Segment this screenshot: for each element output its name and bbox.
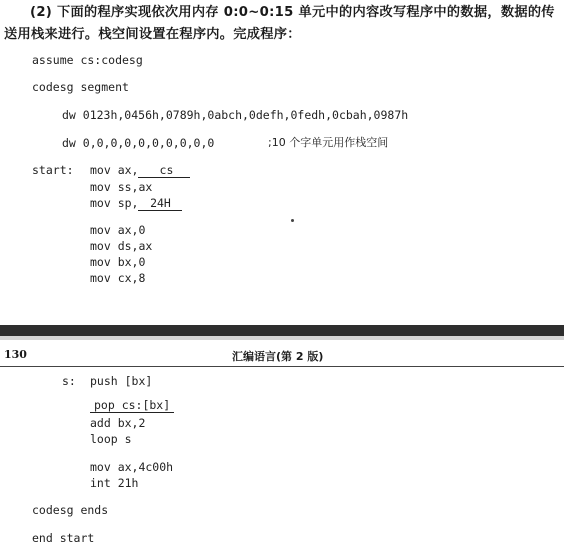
code-int-21h: int 21h — [90, 476, 139, 490]
code-assume: assume cs:codesg — [32, 53, 143, 67]
scan-speck — [291, 219, 294, 222]
book-title: 汇编语言(第 2 版) — [232, 350, 324, 363]
problem-line-2: 送用栈来进行。栈空间设置在程序内。完成程序： — [4, 27, 301, 42]
code-push-bx: push [bx] — [90, 374, 153, 388]
answer-pop: pop cs:[bx] — [90, 399, 174, 413]
code-dw-stack: dw 0,0,0,0,0,0,0,0,0,0 — [62, 136, 215, 150]
code-dw-data: dw 0123h,0456h,0789h,0abch,0defh,0fedh,0cbah,0987h — [62, 108, 409, 122]
code-mov-sp-prefix: mov sp, — [90, 196, 139, 210]
code-add-bx-2: add bx,2 — [90, 416, 146, 430]
problem-statement — [4, 2, 560, 46]
code-end-start: end start — [32, 531, 95, 545]
code-loop-s: loop s — [90, 432, 132, 446]
code-mov-ss-ax: mov ss,ax — [90, 180, 153, 194]
code-mov-cx-8: mov cx,8 — [90, 271, 146, 285]
code-mov-ax-prefix: mov ax, — [90, 163, 139, 177]
answer-sp: 24H — [138, 197, 182, 211]
page-number: 130 — [4, 348, 27, 361]
code-label-s: s: — [62, 374, 76, 388]
code-pop-line — [90, 398, 174, 413]
code-mov-ax-4c00h: mov ax,4c00h — [90, 460, 174, 474]
answer-cs: cs — [138, 164, 190, 178]
header-rule — [0, 366, 564, 367]
code-segment: codesg segment — [32, 80, 129, 94]
code-mov-sp-line — [90, 196, 182, 211]
code-mov-bx-0: mov bx,0 — [90, 255, 146, 269]
code-mov-ax-0: mov ax,0 — [90, 223, 146, 237]
page-break-band — [0, 325, 564, 336]
problem-line-1: (2) 下面的程序实现依次用内存 0:0~0:15 单元中的内容改写程序中的数据，数据的传 — [30, 5, 555, 20]
page-break-shadow — [0, 336, 564, 340]
code-codesg-ends: codesg ends — [32, 503, 109, 517]
code-dw-stack-comment: ;10 个字单元用作栈空间 — [268, 136, 389, 149]
code-start-label: start: — [32, 163, 74, 177]
code-mov-ax-cs-line — [90, 163, 190, 178]
code-mov-ds-ax: mov ds,ax — [90, 239, 153, 253]
